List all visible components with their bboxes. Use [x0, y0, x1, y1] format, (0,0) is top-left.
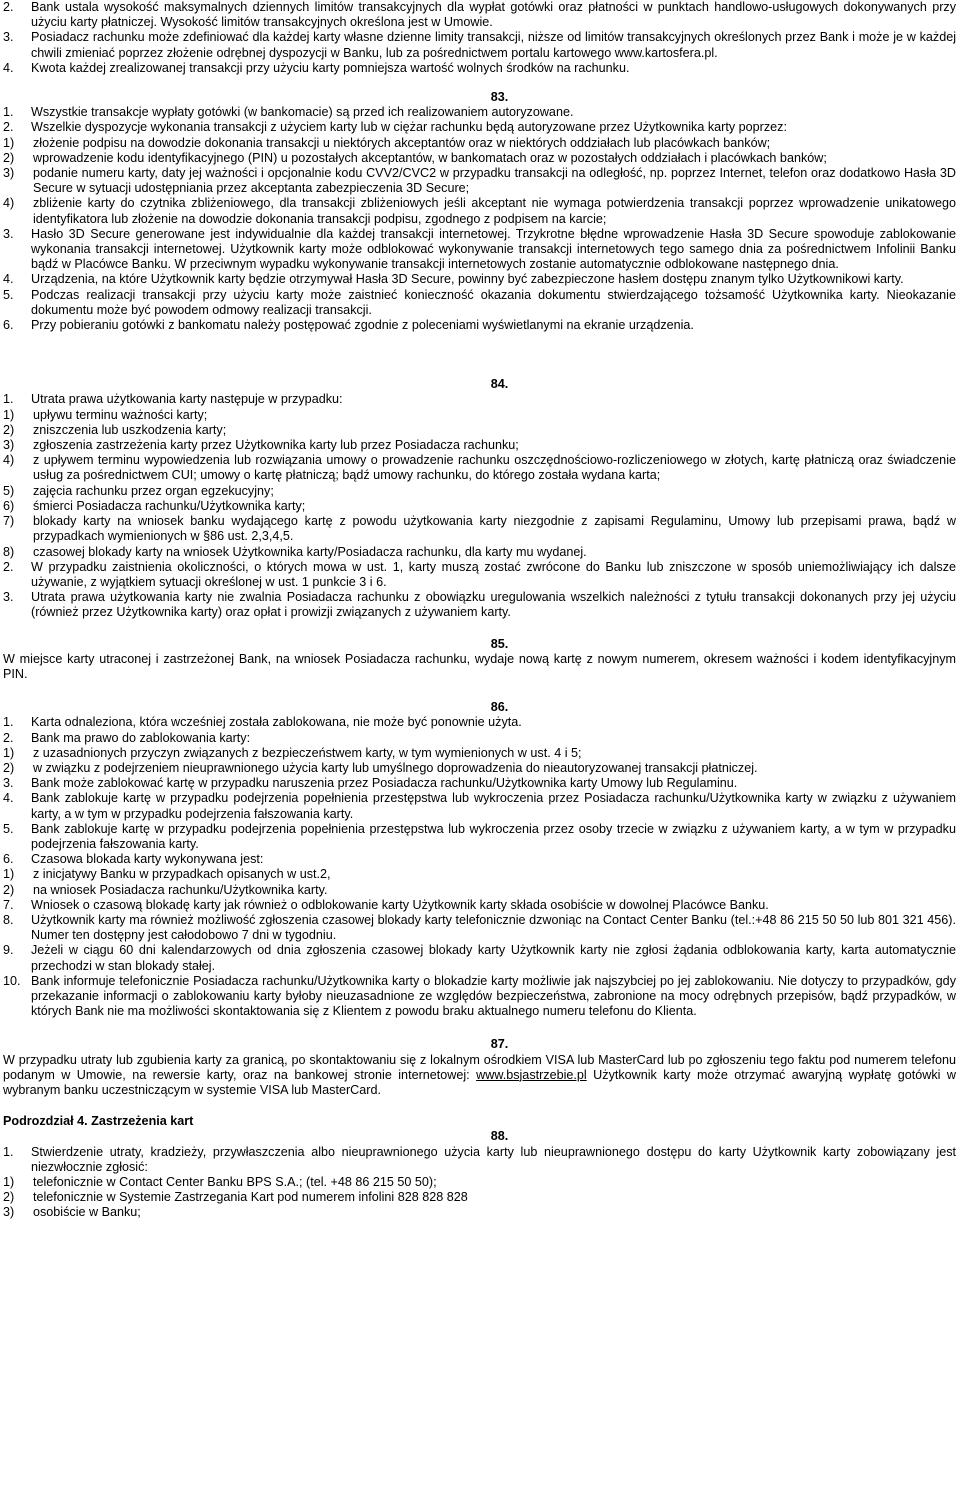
- list-item: 3. Posiadacz rachunku może zdefiniować dla każdej karty własne dzienne limity transakcji, niższe od limitów transakcyjnych określonych przez Bank i może je w każdej chwili zmieniać poprzez złożenie odrębnej dyspozycji w Banku, lub za pośrednictwem portalu kartowego www.kartosfera.pl.: [3, 30, 956, 60]
- list-item: 1. Wszystkie transakcje wypłaty gotówki (w bankomacie) są przed ich realizowaniem autoryzowane.: [3, 105, 574, 120]
- sublist-item: 2) telefonicznie w Systemie Zastrzegania Kart pod numerem infolini 828 828 828: [3, 1190, 468, 1205]
- list-item: 3. Utrata prawa użytkowania karty nie zwalnia Posiadacza rachunku z obowiązku uregulowania wszelkich należności z tytułu transakcji dokonanych przy jej użyciu (również przez Użytkownika karty) oraz opłat i prowizji związanych z używaniem karty.: [3, 590, 956, 620]
- list-item: 2. Wszelkie dyspozycje wykonania transakcji z użyciem karty lub w ciężar rachunku będą autoryzowane przez Użytkownika karty poprzez:: [3, 120, 787, 135]
- sublist-item: 2) w związku z podejrzeniem nieuprawnionego użycia karty lub umyślnego doprowadzenia do nieautoryzowanej transakcji płatniczej.: [3, 760, 758, 775]
- list-item: 9. Jeżeli w ciągu 60 dni kalendarzowych od dnia zgłoszenia czasowej blokady karty Użytkownik karty nie zgłosi żądania odblokowania karty, karta automatycznie przechodzi w stan blokady stałej.: [3, 943, 956, 973]
- sublist-item: 5) zajęcia rachunku przez organ egzekucyjny;: [3, 483, 274, 498]
- list-item: 1. Karta odnaleziona, która wcześniej została zablokowana, nie może być ponownie użyta.: [3, 715, 522, 730]
- sublist-item: 3) osobiście w Banku;: [3, 1205, 141, 1220]
- list-item: 4. Kwota każdej zrealizowanej transakcji przy użyciu karty pomniejsza wartość wolnych środków na rachunku.: [3, 60, 630, 75]
- section-top-list: [3, 0, 956, 76]
- sublist-item: 7) blokady karty na wniosek banku wydającego kartę z powodu użytkowania karty niezgodnie z zapisami Regulaminu, Umowy lub przepisami prawa, bądź w przypadkach wymienionych w §86 ust. 2,3,4,5.: [3, 514, 956, 544]
- sublist-item: 2) na wniosek Posiadacza rachunku/Użytkownika karty.: [3, 882, 328, 897]
- list-item: 5. Podczas realizacji transakcji przy użyciu karty może zaistnieć konieczność okazania dokumentu stwierdzającego tożsamość Użytkownika karty. Nieokazanie dokumentu może być powodem odmowy realizacji transakcji.: [3, 287, 956, 317]
- section-heading-83: 83.: [490, 90, 509, 105]
- section-heading-88: 88.: [490, 1129, 509, 1144]
- sublist-item: 1) z inicjatywy Banku w przypadkach opisanych w ust.2,: [3, 867, 331, 882]
- sublist-item: 4) zbliżenie karty do czytnika zbliżeniowego, dla transakcji zbliżeniowych jeśli akceptant nie wymaga potwierdzenia transakcji poprzez wprowadzenie unikatowego identyfikatora lub złożenie na dowodzie dokonania transakcji podpisu, zgodnego z podpisem na karcie;: [3, 196, 956, 226]
- sublist-item: 3) zgłoszenia zastrzeżenia karty przez Użytkownika karty lub przez Posiadacza rachunku;: [3, 438, 519, 453]
- list-item: 8. Użytkownik karty ma również możliwość zgłoszenia czasowej blokady karty telefonicznie dzwoniąc na Contact Center Banku (tel.:+48 86 215 50 50 lub 801 321 456). Numer ten dostępny jest całodobowo 7 dni w tygodniu.: [3, 912, 956, 943]
- list-item: 4. Urządzenia, na które Użytkownik karty będzie otrzymywał Hasła 3D Secure, powinny być zabezpieczone hasłem dostępu znanym tylko Użytkownikowi karty.: [3, 272, 904, 287]
- list-item: 1. Stwierdzenie utraty, kradzieży, przywłaszczenia albo nieuprawnionego użycia karty lub nieuprawnionego dostępu do karty Użytkownik karty zobowiązany jest niezwłocznie zgłosić:: [3, 1144, 956, 1174]
- sublist-item: 2) zniszczenia lub uszkodzenia karty;: [3, 422, 227, 437]
- section-heading-84: 84.: [490, 377, 509, 392]
- list-item: 3. Hasło 3D Secure generowane jest indywidualnie dla każdej transakcji internetowej. Trzykrotne błędne wprowadzenie Hasła 3D Secure spowoduje zablokowanie wykonania transakcji internetowej. Użytkownik karty może odblokować wykonywanie transakcji internetowych tego samego dnia za pośrednictwem Infolinii Banku bądź w Placówce Banku. W przeciwnym wypadku wykonywanie transakcji internetowych zostanie automatycznie odblokowane następnego dnia.: [3, 226, 956, 272]
- list-item: 6. Czasowa blokada karty wykonywana jest:: [3, 852, 264, 867]
- list-item: 4. Bank zablokuje kartę w przypadku podejrzenia popełnienia przestępstwa lub wykroczenia przez Posiadacza rachunku/Użytkownika karty w związku z używaniem karty, a w tym w przypadku podejrzenia fałszowania karty.: [3, 791, 956, 821]
- sublist: [3, 746, 956, 776]
- sublist-item: 4) z upływem terminu wypowiedzenia lub rozwiązania umowy o prowadzenie rachunku oszczędnościowo-rozliczeniowego w złotych, kartę płatniczą oraz świadczenie usług za pośrednictwem CUI; umowy o kartę płatniczą; bądź umowy rachunku, do którego została wydana karta;: [3, 453, 956, 483]
- list-item: 2. W przypadku zaistnienia okoliczności, o których mowa w ust. 1, karty muszą zostać zwrócone do Banku lub zniszczone w sposób uniemożliwiający ich dalsze używanie, z wyjątkiem sytuacji określonej w ust. 1 punkcie 3 i 6.: [3, 559, 956, 589]
- section-heading-87: 87.: [490, 1037, 509, 1052]
- section-heading-85: 85.: [490, 636, 509, 651]
- list-item: 6. Przy pobieraniu gotówki z bankomatu należy postępować zgodnie z poleceniami wyświetlanymi na ekranie urządzenia.: [3, 318, 694, 333]
- sublist-item: 1) złożenie podpisu na dowodzie dokonania transakcji u niektórych akceptantów oraz w niektórych oddziałach lub placówkach banków;: [3, 135, 771, 150]
- sublist-item: 1) z uzasadnionych przyczyn związanych z bezpieczeństwem karty, w tym wymienionych w ust. 4 i 5;: [3, 745, 582, 760]
- paragraph: W miejsce karty utraconej i zastrzeżonej Bank, na wniosek Posiadacza rachunku, wydaje nową kartę z nowym numerem, okresem ważności i kodem identyfikacyjnym PIN.: [3, 651, 956, 681]
- sublist-item: 1) upływu terminu ważności karty;: [3, 407, 208, 422]
- list-item: 3. Bank może zablokować kartę w przypadku naruszenia przez Posiadacza rachunku/Użytkownika karty Umowy lub Regulaminu.: [3, 776, 738, 791]
- sublist-item: 1) telefonicznie w Contact Center Banku BPS S.A.; (tel. +48 86 215 50 50);: [3, 1175, 437, 1190]
- sublist: [3, 867, 956, 897]
- sublist-item: 3) podanie numeru karty, daty jej ważności i opcjonalnie kodu CVV2/CVC2 w przypadku transakcji na odległość, np. poprzez Internet, telefon oraz dodatkowo Hasła 3D Secure w sytuacji udostępniania przez akceptanta zabezpieczenia 3D Secure;: [3, 166, 956, 196]
- list-item: 2. Bank ma prawo do zablokowania karty:: [3, 730, 251, 745]
- sublist: [3, 408, 956, 560]
- sublist-item: 8) czasowej blokady karty na wniosek Użytkownika karty/Posiadacza rachunku, dla karty mu wydanej.: [3, 544, 587, 559]
- subdivision-title: Podrozdział 4. Zastrzeżenia kart: [3, 1114, 194, 1129]
- list-item: 1. Utrata prawa użytkowania karty następuje w przypadku:: [3, 392, 343, 407]
- sublist-item: 2) wprowadzenie kodu identyfikacyjnego (PIN) u pozostałych akceptantów, w bankomatach oraz w pozostałych oddziałach i placówkach banków;: [3, 150, 827, 165]
- sublist: [3, 136, 956, 227]
- bank-website-link[interactable]: www.bsjastrzebie.pl: [476, 1067, 587, 1082]
- sublist: [3, 1175, 956, 1221]
- paragraph: W przypadku utraty lub zgubienia karty za granicą, po skontaktowaniu się z lokalnym ośrodkiem VISA lub MasterCard lub po zgłoszeniu tego faktu pod numerem telefonu podanym w Umowie, na rewersie karty, oraz na bankowej stronie internetowej: www.bsjastrzebie.pl Użytkownik karty może otrzymać awaryjną wypłatę gotówki w wybranym banku uczestniczącym w systemie VISA lub MasterCard.: [3, 1052, 957, 1097]
- list-item: 2. Bank ustala wysokość maksymalnych dziennych limitów transakcyjnych dla wypłat gotówki oraz płatności w punktach handlowo-usługowych dokonywanych przy użyciu karty płatniczej. Wysokość limitów transakcyjnych określona jest w Umowie.: [3, 0, 956, 30]
- sublist-item: 6) śmierci Posiadacza rachunku/Użytkownika karty;: [3, 498, 306, 513]
- list-item: 5. Bank zablokuje kartę w przypadku podejrzenia popełnienia przestępstwa lub wykroczenia przez osoby trzecie w związku z używaniem karty, a w tym w przypadku podejrzenia fałszowania karty.: [3, 821, 956, 851]
- section-heading-86: 86.: [490, 700, 509, 715]
- list-item: 10. Bank informuje telefonicznie Posiadacza rachunku/Użytkownika karty o blokadzie karty możliwie jak najszybciej po jej zablokowaniu. Nie dotyczy to przypadków, gdy przekazanie informacji o zablokowaniu karty byłoby nieuzasadnione ze względów bezpieczeństwa, zabronione na mocy odrębnych przepisów, bądź przypadków, w których Bank nie ma możliwości skontaktowania się z Klientem z powodu braku aktualnego numeru telefonu do Klienta.: [3, 973, 956, 1019]
- list-item: 7. Wniosek o czasową blokadę karty jak również o odblokowanie karty Użytkownik karty składa osobiście w dowolnej Placówce Banku.: [3, 897, 769, 912]
